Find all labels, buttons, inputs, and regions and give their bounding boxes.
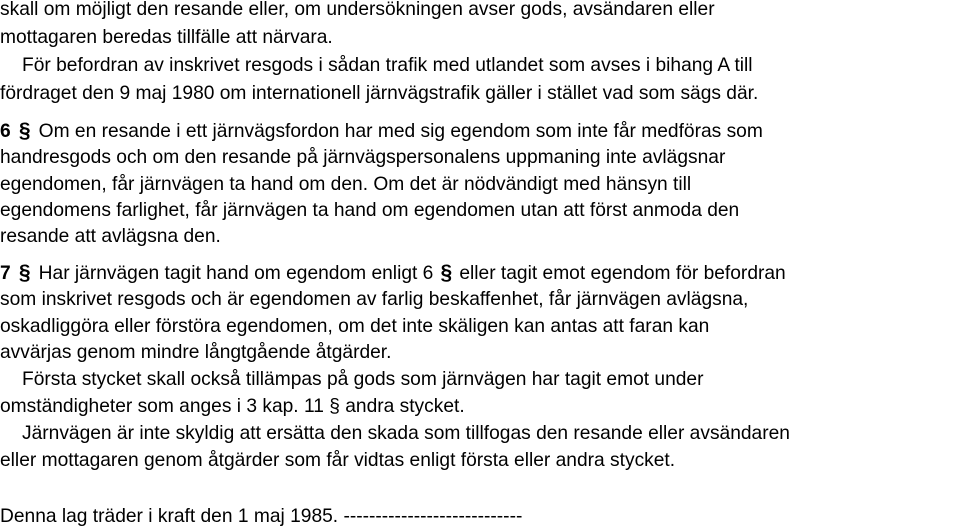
intro-line-4: fördraget den 9 maj 1980 om internationell järnvägstrafik gäller i stället vad som sägs där. bbox=[0, 83, 759, 104]
intro-line-3-text: För befordran av inskrivet resgods i sådan trafik med utlandet som avses i bihang A till bbox=[22, 55, 753, 76]
section-symbol: § bbox=[18, 119, 31, 142]
section-7-line-1-part-2: eller tagit emot egendom för befordran bbox=[459, 263, 786, 284]
section-7-line-1 bbox=[0, 259, 786, 286]
section-7-line-5-text: Första stycket skall också tillämpas på gods som järnvägen har tagit emot under bbox=[22, 369, 704, 390]
intro-line-1: skall om möjligt den resande eller, om undersökningen avser gods, avsändaren eller bbox=[0, 0, 715, 20]
section-6-line-1 bbox=[0, 117, 763, 144]
section-6-line-3: egendomen, får järnvägen ta hand om den. Om det är nödvändigt med hänsyn till bbox=[0, 174, 692, 195]
section-7-number: 7 bbox=[0, 263, 11, 284]
section-7-line-8: eller mottagaren genom åtgärder som får vidtas enligt första eller andra stycket. bbox=[0, 450, 676, 471]
section-7-line-6: omständigheter som anges i 3 kap. 11 § andra stycket. bbox=[0, 396, 465, 417]
effective-date-line: Denna lag träder i kraft den 1 maj 1985. ---------------------------- bbox=[0, 506, 523, 527]
intro-line-2: mottagaren beredas tillfälle att närvara. bbox=[0, 27, 333, 48]
section-symbol-inline: § bbox=[440, 261, 453, 284]
section-7-line-7-text: Järnvägen är inte skyldig att ersätta den skada som tillfogas den resande eller avsändaren bbox=[22, 423, 790, 444]
section-6-line-4: egendomens farlighet, får järnvägen ta hand om egendomen utan att först anmoda den bbox=[0, 200, 740, 221]
section-7-line-5 bbox=[0, 366, 703, 393]
section-7-line-7 bbox=[0, 420, 790, 447]
section-6-number: 6 bbox=[0, 121, 11, 142]
section-7-line-1-part-1: Har järnvägen tagit hand om egendom enligt 6 bbox=[38, 263, 434, 284]
section-7-line-3: oskadliggöra eller förstöra egendomen, om det inte skäligen kan antas att faran kan bbox=[0, 316, 710, 337]
section-6-line-2: handresgods och om den resande på järnvägspersonalens uppmaning inte avlägsnar bbox=[0, 147, 726, 168]
section-7-line-4: avvärjas genom mindre långtgående åtgärder. bbox=[0, 342, 392, 363]
section-symbol: § bbox=[18, 261, 31, 284]
section-6-line-1-text: Om en resande i ett järnvägsfordon har med sig egendom som inte får medföras som bbox=[38, 121, 763, 142]
section-6-line-5: resande att avlägsna den. bbox=[0, 226, 221, 247]
intro-line-3 bbox=[0, 52, 753, 79]
section-7-line-2: som inskrivet resgods och är egendomen av farlig beskaffenhet, får järnvägen avlägsna, bbox=[0, 289, 749, 310]
